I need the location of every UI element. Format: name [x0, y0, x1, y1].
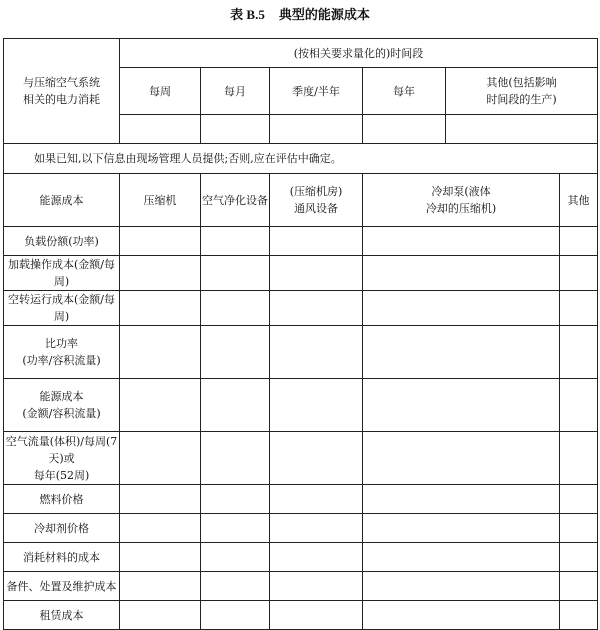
period-weekly: 每周 [120, 68, 201, 115]
col-ventilation: (压缩机房) 通风设备 [270, 174, 363, 227]
input-cell[interactable] [201, 256, 270, 291]
row-label: 比功率 (功率/容积流量) [4, 326, 120, 379]
row-label: 燃料价格 [4, 485, 120, 514]
input-cell[interactable] [270, 543, 363, 572]
input-cell[interactable] [363, 291, 560, 326]
input-cell[interactable] [560, 326, 598, 379]
input-cell[interactable] [363, 227, 560, 256]
period-other: 其他(包括影响 时间段的生产) [446, 68, 598, 115]
table-row [4, 485, 598, 514]
input-cell[interactable] [120, 485, 201, 514]
table-row [4, 572, 598, 601]
input-cell[interactable] [560, 432, 598, 485]
input-cell[interactable] [363, 601, 560, 630]
input-cell[interactable] [363, 543, 560, 572]
table-number: 表 B.5 [230, 7, 265, 22]
input-cell[interactable] [560, 485, 598, 514]
period-yearly: 每年 [363, 68, 446, 115]
note-text: 如果已知,以下信息由现场管理人员提供;否则,应在评估中确定。 [4, 144, 598, 174]
row-label: 空气流量(体积)/每周(7天)或 每年(52周) [4, 432, 120, 485]
input-cell[interactable] [120, 432, 201, 485]
input-cell[interactable] [446, 115, 598, 144]
period-quarter-half-year: 季度/半年 [270, 68, 363, 115]
input-cell[interactable] [270, 326, 363, 379]
input-cell[interactable] [120, 601, 201, 630]
input-cell[interactable] [201, 115, 270, 144]
row-label: 负载份额(功率) [4, 227, 120, 256]
input-cell[interactable] [120, 572, 201, 601]
input-cell[interactable] [120, 379, 201, 432]
input-cell[interactable] [270, 485, 363, 514]
input-cell[interactable] [120, 227, 201, 256]
input-cell[interactable] [120, 326, 201, 379]
input-cell[interactable] [560, 227, 598, 256]
input-cell[interactable] [120, 291, 201, 326]
input-cell[interactable] [363, 326, 560, 379]
col-other: 其他 [560, 174, 598, 227]
input-cell[interactable] [270, 432, 363, 485]
input-cell[interactable] [270, 115, 363, 144]
input-cell[interactable] [270, 514, 363, 543]
input-cell[interactable] [363, 514, 560, 543]
energy-cost-header: 能源成本 [4, 174, 120, 227]
col-compressor: 压缩机 [120, 174, 201, 227]
col-cooling-pump: 冷却泵(液体 冷却的压缩机) [363, 174, 560, 227]
input-cell[interactable] [201, 514, 270, 543]
input-cell[interactable] [201, 291, 270, 326]
input-cell[interactable] [201, 543, 270, 572]
table-row [4, 379, 598, 432]
input-cell[interactable] [363, 432, 560, 485]
input-cell[interactable] [201, 227, 270, 256]
input-cell[interactable] [363, 572, 560, 601]
input-cell[interactable] [560, 256, 598, 291]
input-cell[interactable] [560, 601, 598, 630]
input-cell[interactable] [201, 379, 270, 432]
table-row [4, 227, 598, 256]
time-period-header: (按相关要求量化的)时间段 [120, 39, 598, 68]
row-label: 能源成本 (金额/容积流量) [4, 379, 120, 432]
row-label: 冷却剂价格 [4, 514, 120, 543]
col-air-treatment: 空气净化设备 [201, 174, 270, 227]
row-label: 消耗材料的成本 [4, 543, 120, 572]
input-cell[interactable] [201, 485, 270, 514]
input-cell[interactable] [270, 291, 363, 326]
input-cell[interactable] [201, 326, 270, 379]
input-cell[interactable] [270, 379, 363, 432]
input-cell[interactable] [120, 543, 201, 572]
table-row [4, 514, 598, 543]
input-cell[interactable] [363, 256, 560, 291]
input-cell[interactable] [201, 601, 270, 630]
input-cell[interactable] [560, 379, 598, 432]
table-title [0, 4, 600, 26]
input-cell[interactable] [363, 115, 446, 144]
input-cell[interactable] [270, 256, 363, 291]
table-row [4, 256, 598, 291]
input-cell[interactable] [560, 291, 598, 326]
input-cell[interactable] [270, 572, 363, 601]
input-cell[interactable] [560, 543, 598, 572]
input-cell[interactable] [363, 379, 560, 432]
row-label: 空转运行成本(金额/每周) [4, 291, 120, 326]
input-cell[interactable] [560, 514, 598, 543]
input-cell[interactable] [201, 432, 270, 485]
table-row [4, 432, 598, 485]
input-cell[interactable] [363, 485, 560, 514]
table-row [4, 601, 598, 630]
table-caption: 典型的能源成本 [278, 8, 370, 23]
input-cell[interactable] [560, 572, 598, 601]
input-cell[interactable] [270, 601, 363, 630]
row-label: 备件、处置及维护成本 [4, 572, 120, 601]
table-row [4, 326, 598, 379]
input-cell[interactable] [120, 115, 201, 144]
row-label: 加载操作成本(金额/每周) [4, 256, 120, 291]
input-cell[interactable] [201, 572, 270, 601]
table-row [4, 543, 598, 572]
table-row [4, 291, 598, 326]
input-cell[interactable] [120, 256, 201, 291]
input-cell[interactable] [270, 227, 363, 256]
energy-cost-table [3, 38, 598, 630]
input-cell[interactable] [120, 514, 201, 543]
power-consumption-header: 与压缩空气系统 相关的电力消耗 [4, 39, 120, 144]
row-label: 租赁成本 [4, 601, 120, 630]
period-monthly: 每月 [201, 68, 270, 115]
